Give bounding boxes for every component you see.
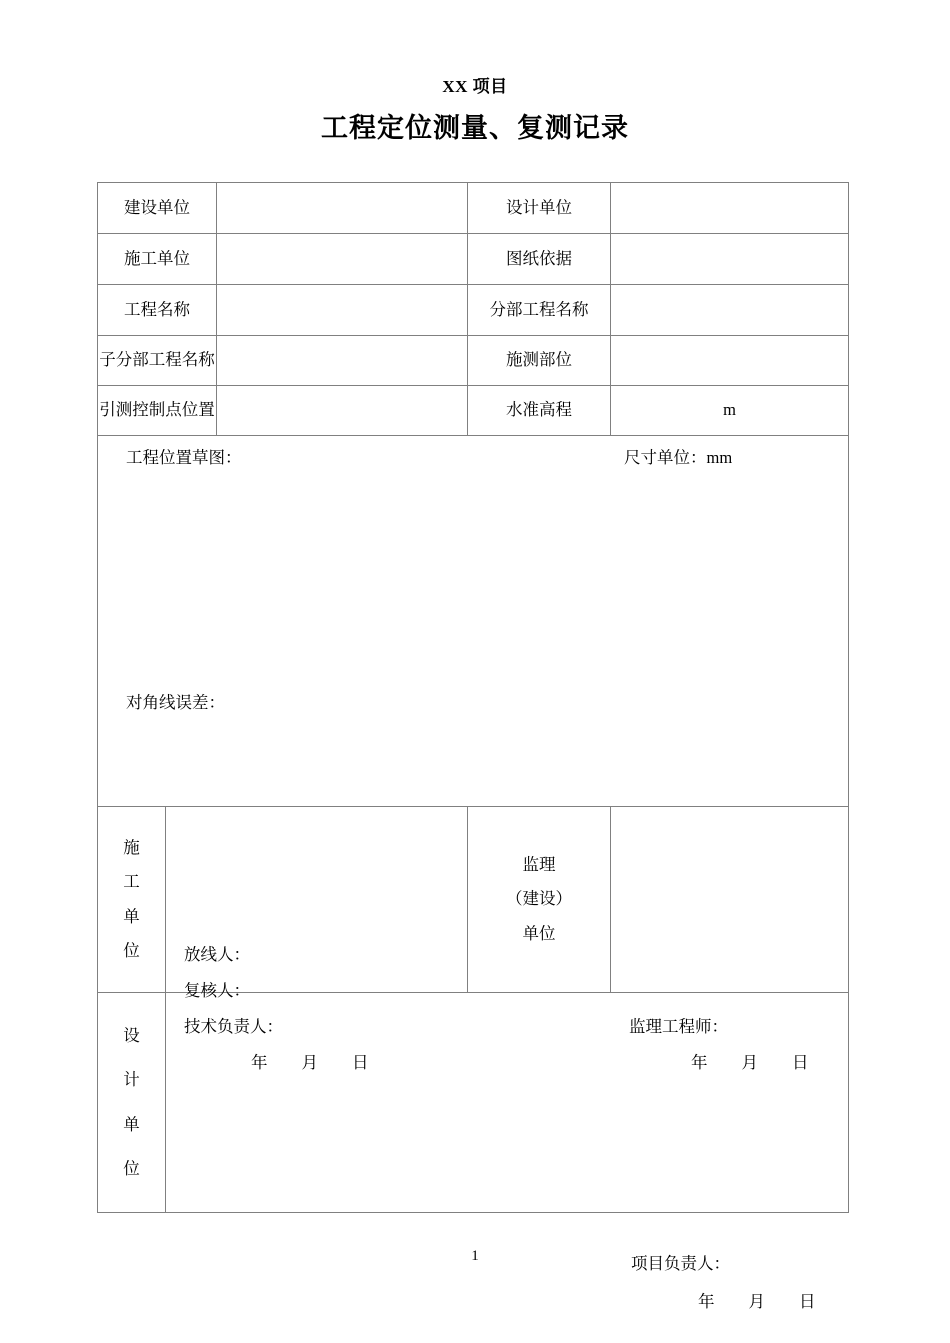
vlabel-char-1: 施 [123, 837, 140, 857]
table-row-design-unit [98, 993, 849, 1213]
field-value-construction-unit[interactable] [217, 234, 468, 285]
table-row-sketch [98, 436, 849, 807]
label-construction-unit-vertical [98, 807, 166, 993]
field-label-sub-project-name: 分部工程名称 [468, 285, 611, 336]
field-value-construction-owner[interactable] [217, 183, 468, 234]
field-label-design-unit: 设计单位 [468, 183, 611, 234]
date-day: 日 [799, 1291, 816, 1311]
vlabel-des-3: 单 [123, 1114, 140, 1134]
vlabel-char-4: 位 [123, 940, 140, 960]
field-value-drawing-basis[interactable] [611, 234, 849, 285]
vlabel-des-2: 计 [123, 1070, 140, 1090]
table-row [98, 336, 849, 386]
dimension-unit-label: 尺寸单位：mm [624, 448, 733, 467]
field-value-level-elevation[interactable]: m [611, 386, 849, 436]
date-year: 年 [698, 1291, 715, 1311]
supervising-engineer-label: 监理工程师： [629, 1016, 728, 1036]
table-row [98, 183, 849, 234]
date-month: 月 [741, 1052, 758, 1072]
field-value-control-point[interactable] [217, 386, 468, 436]
field-label-construction-owner: 建设单位 [98, 183, 217, 234]
field-label-survey-location: 施测部位 [468, 336, 611, 386]
document-header [0, 76, 950, 148]
field-label-control-point: 引测控制点位置 [98, 386, 217, 436]
diagonal-error-label: 对角线误差： [126, 693, 225, 712]
vlabel-sup-2: （建设） [506, 889, 572, 909]
field-value-survey-location[interactable] [611, 336, 849, 386]
project-lead-label: 项目负责人： [631, 1253, 730, 1273]
supervision-signature-cell[interactable] [611, 807, 849, 1072]
table-row [98, 234, 849, 285]
field-value-sub-division-name[interactable] [217, 336, 468, 386]
date-day: 日 [352, 1052, 369, 1072]
page-title: 工程定位测量、复测记录 [321, 113, 629, 143]
date-day: 日 [792, 1052, 809, 1072]
field-value-project-name[interactable] [217, 285, 468, 336]
field-label-drawing-basis: 图纸依据 [468, 234, 611, 285]
reviewer-label: 复核人： [184, 980, 250, 1000]
vlabel-des-1: 设 [123, 1025, 140, 1045]
design-signature-cell[interactable] [166, 993, 849, 1311]
date-year: 年 [251, 1052, 268, 1072]
project-subtitle: XX 项目 [442, 77, 508, 96]
vlabel-char-3: 单 [123, 906, 140, 926]
tech-lead-label: 技术负责人： [184, 1016, 283, 1036]
setter-label: 放线人： [184, 944, 250, 964]
table-row [98, 285, 849, 336]
field-label-project-name: 工程名称 [98, 285, 217, 336]
field-label-sub-division-name: 子分部工程名称 [98, 336, 217, 386]
design-date-line [698, 1291, 816, 1313]
vlabel-des-4: 位 [123, 1158, 140, 1178]
date-month: 月 [301, 1052, 318, 1072]
field-value-sub-project-name[interactable] [611, 285, 849, 336]
sketch-area[interactable] [98, 436, 849, 807]
sketch-label: 工程位置草图： [126, 448, 242, 467]
field-value-design-unit[interactable] [611, 183, 849, 234]
field-label-level-elevation: 水准高程 [468, 386, 611, 436]
survey-record-table [97, 182, 849, 1311]
field-label-construction-unit: 施工单位 [98, 234, 217, 285]
label-supervision-unit-vertical [468, 807, 611, 993]
table-row-signatures [98, 807, 849, 993]
vlabel-char-2: 工 [123, 872, 140, 892]
date-month: 月 [748, 1291, 765, 1311]
page-number: 1 [471, 1248, 479, 1264]
label-design-unit-vertical [98, 993, 166, 1213]
date-year: 年 [691, 1052, 708, 1072]
construction-signature-cell[interactable] [166, 807, 468, 1072]
vlabel-sup-3: 单位 [522, 923, 556, 943]
vlabel-sup-1: 监理 [522, 855, 556, 875]
table-row [98, 386, 849, 436]
